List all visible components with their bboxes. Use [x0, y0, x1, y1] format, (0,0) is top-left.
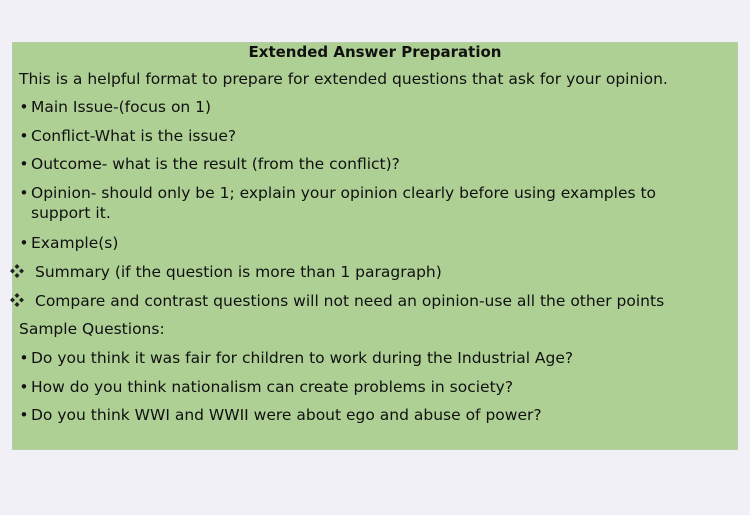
intro-text: This is a helpful format to prepare for extended questions that ask for your opinion. — [19, 70, 668, 88]
sample-question-item — [17, 348, 573, 368]
bullet-item — [17, 126, 236, 146]
sample-question-text: Do you think it was fair for children to work during the Industrial Age? — [31, 349, 574, 367]
diamond-item-text: Compare and contrast questions will not need an opinion-use all the other points — [35, 292, 665, 310]
sample-question-text: Do you think WWI and WWII were about ego and abuse of power? — [31, 406, 542, 424]
bullet-dot-icon: • — [19, 98, 29, 116]
card-title: Extended Answer Preparation — [248, 43, 502, 61]
bullet-dot-icon: • — [19, 127, 29, 145]
bullet-dot-icon: • — [19, 349, 29, 367]
sample-questions-heading: Sample Questions: — [19, 320, 165, 338]
diamond-item-text: Summary (if the question is more than 1 paragraph) — [35, 263, 442, 281]
bullet-text: Example(s) — [31, 234, 119, 252]
sample-question-item — [17, 405, 542, 425]
bullet-item — [17, 233, 118, 253]
bullet-item — [17, 154, 400, 174]
four-diamond-bullet-icon — [9, 263, 25, 279]
bullet-text: Conflict-What is the issue? — [31, 127, 237, 145]
bullet-dot-icon: • — [19, 184, 29, 202]
four-diamond-bullet-icon — [9, 292, 25, 308]
bullet-item — [17, 97, 211, 117]
bullet-dot-icon: • — [19, 234, 29, 252]
bullet-dot-icon: • — [19, 378, 29, 396]
bullet-text: Opinion- should only be 1; explain your opinion clearly before using examples to support it. — [31, 184, 657, 222]
preparation-card — [12, 42, 738, 450]
bullet-text: Outcome- what is the result (from the conflict)? — [31, 155, 400, 173]
sample-question-text: How do you think nationalism can create problems in society? — [31, 378, 514, 396]
bullet-item — [17, 183, 681, 223]
sample-question-item — [17, 377, 513, 397]
bullet-text: Main Issue-(focus on 1) — [31, 98, 212, 116]
bullet-dot-icon: • — [19, 406, 29, 424]
bullet-dot-icon: • — [19, 155, 29, 173]
